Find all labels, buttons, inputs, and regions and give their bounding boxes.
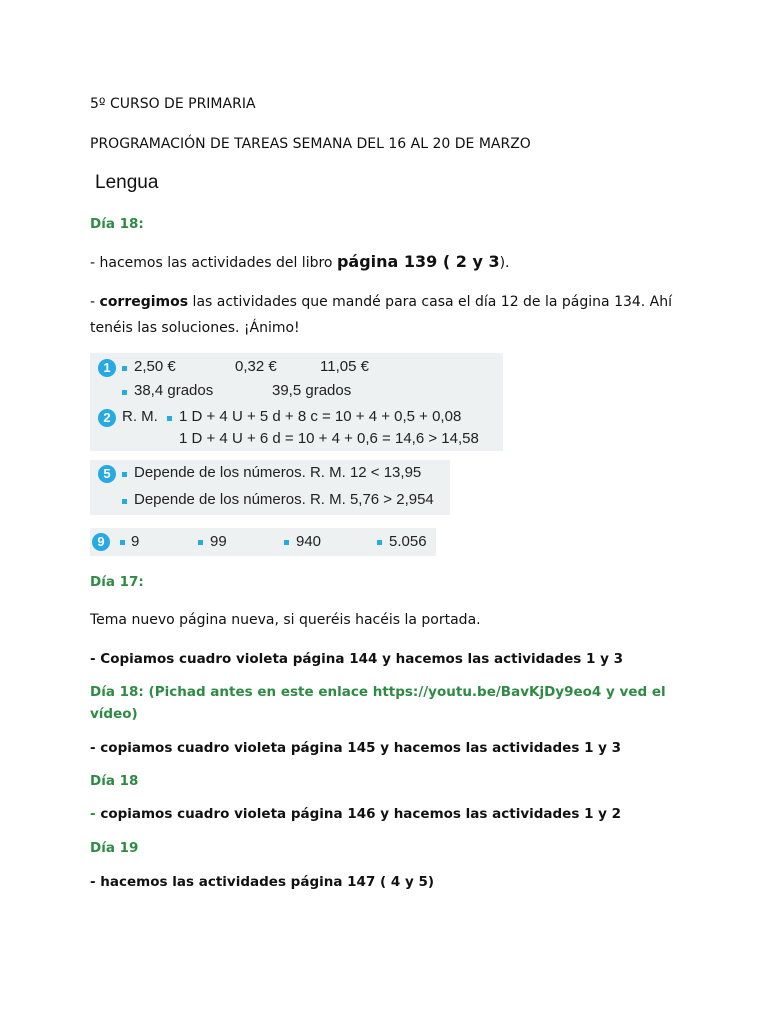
correction-line-2: tenéis las soluciones. ¡Ánimo! (90, 320, 300, 336)
dash: - (90, 294, 100, 310)
answer-line: Depende de los números. R. M. 5,76 > 2,954 (134, 491, 434, 508)
day-heading: Día 17: (90, 574, 144, 590)
equation: 1 D + 4 U + 6 d = 10 + 4 + 0,6 = 14,6 > 14,58 (179, 430, 479, 447)
answer-value: 0,32 € (235, 358, 277, 375)
exercise-number-badge: 1 (98, 359, 116, 377)
program-title: PROGRAMACIÓN DE TAREAS SEMANA DEL 16 AL 20 DE MARZO (90, 136, 531, 152)
rm-label: R. M. (122, 408, 158, 425)
dash: - (90, 806, 101, 822)
day-heading: Día 18: (90, 216, 144, 232)
task-line (90, 806, 621, 822)
answer-value: 9 (131, 533, 140, 550)
bullet-icon (122, 366, 127, 371)
correction-line (90, 294, 672, 310)
solutions-panel-2 (90, 460, 450, 515)
answer-value: 2,50 € (134, 358, 176, 375)
exercise-number-badge: 5 (98, 465, 116, 483)
solutions-panel-1 (90, 353, 503, 451)
answer-line: Depende de los números. R. M. 12 < 13,95 (134, 464, 422, 481)
bullet-icon (120, 540, 125, 545)
day-heading-with-link: Día 18: (Pichad antes en este enlace https://youtu.be/BavKjDy9eo4 y ved el (90, 684, 666, 700)
day-heading: Día 19 (90, 840, 139, 856)
task-text-end: ). (499, 255, 510, 271)
course-title: 5º CURSO DE PRIMARIA (90, 96, 256, 112)
bullet-icon (377, 540, 382, 545)
correction-text: las actividades que mandé para casa el día 12 de la página 134. Ahí (188, 294, 673, 310)
bullet-icon (122, 390, 127, 395)
bullet-icon (122, 499, 127, 504)
task-text: - hacemos las actividades del libro (90, 255, 337, 271)
bullet-icon (198, 540, 203, 545)
correction-bold: corregimos (99, 294, 189, 310)
task-text: Tema nuevo página nueva, si queréis hacéis la portada. (90, 612, 481, 628)
answer-value: 39,5 grados (272, 382, 352, 399)
task-text: copiamos cuadro violeta página 146 y hacemos las actividades 1 y 2 (100, 806, 622, 822)
day-heading: Día 18 (90, 773, 139, 789)
answer-value: 99 (210, 533, 227, 550)
day-heading-continued: vídeo) (90, 706, 138, 722)
exercise-number-badge: 2 (98, 409, 116, 427)
answer-value: 5.056 (389, 533, 427, 550)
bullet-icon (122, 472, 127, 477)
subject-heading: Lengua (95, 172, 159, 193)
task-page-bold: página 139 ( 2 y 3 (336, 252, 500, 271)
answer-value: 940 (296, 533, 322, 550)
exercise-number-badge: 9 (92, 533, 110, 551)
task-line: - copiamos cuadro violeta página 145 y hacemos las actividades 1 y 3 (90, 740, 622, 756)
bullet-icon (284, 540, 289, 545)
bullet-icon (167, 416, 172, 421)
solutions-panel-3 (90, 528, 436, 556)
equation: 1 D + 4 U + 5 d + 8 c = 10 + 4 + 0,5 + 0,08 (179, 408, 462, 425)
task-line: - hacemos las actividades página 147 ( 4 y 5) (90, 874, 435, 890)
task-line (90, 252, 510, 271)
answer-value: 38,4 grados (134, 382, 214, 399)
answer-value: 11,05 € (320, 358, 369, 375)
task-line: - Copiamos cuadro violeta página 144 y hacemos las actividades 1 y 3 (90, 651, 623, 667)
